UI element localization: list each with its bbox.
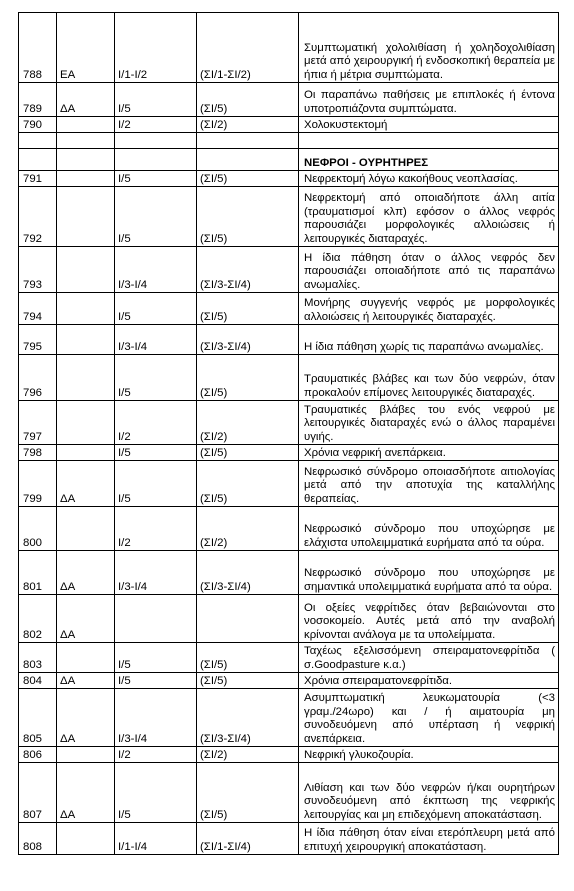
row-number: 804 [19,673,57,689]
row-number: 806 [19,747,57,763]
table-row [19,171,559,187]
category-code [57,355,115,401]
category-code [57,187,115,247]
degree: Ι/1-Ι/2 [115,13,197,83]
row-number: 792 [19,187,57,247]
row-number: 790 [19,117,57,133]
degree-alt [197,149,299,171]
degree-alt [197,595,299,643]
degree: Ι/3-Ι/4 [115,689,197,747]
table-row [19,149,559,171]
table-body [19,13,559,855]
category-code: ΔΑ [57,689,115,747]
degree-alt: (ΣΙ/5) [197,763,299,823]
category-code [57,293,115,325]
row-number: 805 [19,689,57,747]
category-code: ΔΑ [57,673,115,689]
degree-alt: (ΣΙ/3-ΣΙ/4) [197,325,299,355]
category-code [57,401,115,445]
table-row [19,83,559,117]
degree: Ι/5 [115,293,197,325]
description: Οι οξείες νεφρίτιδες όταν βεβαιώνονται στο νοσοκομείο. Αυτές μετά από την αναβολή κρίνονται ανάλογα με τα υπολείμματα. [299,595,559,643]
description: Νεφρεκτομή λόγω κακοήθους νεοπλασίας. [299,171,559,187]
category-code [57,507,115,551]
degree: Ι/5 [115,445,197,461]
row-number: 791 [19,171,57,187]
table-row [19,133,559,149]
degree-alt: (ΣΙ/5) [197,461,299,507]
table-row [19,507,559,551]
description: Μονήρης συγγενής νεφρός με μορφολογικές αλλοιώσεις ή λειτουργικές διαταραχές. [299,293,559,325]
degree: Ι/5 [115,83,197,117]
description: Η ίδια πάθηση όταν ο άλλος νεφρός δεν παρουσιάζει οποιαδήποτε από τις παραπάνω ανωμαλίες. [299,247,559,293]
row-number [19,149,57,171]
degree [115,595,197,643]
degree: Ι/1-Ι/4 [115,823,197,855]
description: Λιθίαση και των δύο νεφρών ή/και ουρητήρων συνοδευόμενη από έκπτωση της νεφρικής λειτουργίας και μη επιδεχόμενη αποκατάσταση. [299,763,559,823]
degree-alt: (ΣΙ/2) [197,401,299,445]
category-code [57,643,115,673]
row-number: 798 [19,445,57,461]
degree: Ι/5 [115,673,197,689]
table-row [19,689,559,747]
category-code: ΕΑ [57,13,115,83]
degree: Ι/5 [115,461,197,507]
row-number: 796 [19,355,57,401]
row-number: 794 [19,293,57,325]
degree-alt: (ΣΙ/2) [197,117,299,133]
category-code [57,747,115,763]
degree: Ι/3-Ι/4 [115,247,197,293]
table-row [19,355,559,401]
degree: Ι/5 [115,187,197,247]
degree-alt: (ΣΙ/3-ΣΙ/4) [197,551,299,595]
table-row [19,673,559,689]
row-number: 807 [19,763,57,823]
category-code [57,247,115,293]
description: Τραυματικές βλάβες και των δύο νεφρών, όταν προκαλούν επίμονες λειτουργικές διαταραχές. [299,355,559,401]
degree: Ι/2 [115,117,197,133]
table-row [19,823,559,855]
row-number: 793 [19,247,57,293]
table-row [19,551,559,595]
category-code [57,149,115,171]
table-row [19,247,559,293]
table-row [19,187,559,247]
category-code [57,445,115,461]
category-code [57,823,115,855]
description: Οι παραπάνω παθήσεις με επιπλοκές ή έντονα υποτροπιάζοντα συμπτώματα. [299,83,559,117]
table-row [19,13,559,83]
table-row [19,643,559,673]
description: Νεφρωσικό σύνδρομο που υποχώρησε με σημαντικά υπολειμματικά ευρήματα από τα ούρα. [299,551,559,595]
table-row [19,763,559,823]
description: Η ίδια πάθηση όταν είναι ετερόπλευρη μετά από επιτυχή χειρουργική αποκατάσταση. [299,823,559,855]
table-row [19,325,559,355]
table-row [19,293,559,325]
description: Χρόνια νεφρική ανεπάρκεια. [299,445,559,461]
table-row [19,461,559,507]
description: Νεφρική γλυκοζουρία. [299,747,559,763]
degree-alt: (ΣΙ/1-ΣΙ/4) [197,823,299,855]
row-number: 803 [19,643,57,673]
category-code [57,133,115,149]
degree: Ι/5 [115,643,197,673]
description: Νεφρωσικό σύνδρομο οποιασδήποτε αιτιολογίας μετά από την αποτυχία της καταλλήλης θεραπείας. [299,461,559,507]
row-number: 799 [19,461,57,507]
degree-alt: (ΣΙ/3-ΣΙ/4) [197,247,299,293]
row-number: 788 [19,13,57,83]
row-number: 797 [19,401,57,445]
degree-alt: (ΣΙ/5) [197,187,299,247]
degree: Ι/2 [115,747,197,763]
degree: Ι/5 [115,171,197,187]
category-code [57,325,115,355]
category-code: ΔΑ [57,461,115,507]
category-code [57,171,115,187]
row-number: 789 [19,83,57,117]
table-row [19,445,559,461]
degree [115,133,197,149]
degree-alt: (ΣΙ/5) [197,673,299,689]
row-number: 795 [19,325,57,355]
category-code: ΔΑ [57,595,115,643]
row-number: 802 [19,595,57,643]
row-number [19,133,57,149]
degree-alt [197,133,299,149]
row-number: 800 [19,507,57,551]
category-code: ΔΑ [57,763,115,823]
description: Χολοκυστεκτομή [299,117,559,133]
table-row [19,401,559,445]
degree: Ι/5 [115,763,197,823]
degree: Ι/2 [115,507,197,551]
description: Νεφρωσικό σύνδρομο που υποχώρησε με ελάχιστα υπολειμματικά ευρήματα από τα ούρα. [299,507,559,551]
description: Ταχέως εξελισσόμενη σπειραματονεφρίτιδα ( σ.Goodpasture κ.α.) [299,643,559,673]
category-code: ΔΑ [57,83,115,117]
description [299,133,559,149]
degree-alt: (ΣΙ/2) [197,747,299,763]
description: Ασυμπτωματική λευκωματουρία (<3 γραμ./24ωρο) και / ή αιματουρία μη συνοδευόμενη από υπέρταση ή νεφρική ανεπάρκεια. [299,689,559,747]
description: ΝΕΦΡΟΙ - ΟΥΡΗΤΗΡΕΣ [299,149,559,171]
degree: Ι/2 [115,401,197,445]
table-row [19,595,559,643]
degree-alt: (ΣΙ/5) [197,83,299,117]
degree-alt: (ΣΙ/3-ΣΙ/4) [197,689,299,747]
degree [115,149,197,171]
degree-alt: (ΣΙ/5) [197,355,299,401]
description: Χρόνια σπειραματονεφρίτιδα. [299,673,559,689]
degree-alt: (ΣΙ/1-ΣΙ/2) [197,13,299,83]
degree-alt: (ΣΙ/5) [197,643,299,673]
description: Συμπτωματική χολολιθίαση ή χοληδοχολιθίαση μετά από χειρουργική ή ενδοσκοπική θεραπεία με ήπια ή μέτρια συμπτώματα. [299,13,559,83]
disability-table [18,12,559,855]
degree-alt: (ΣΙ/5) [197,445,299,461]
category-code [57,117,115,133]
category-code: ΔΑ [57,551,115,595]
description: Τραυματικές βλάβες του ενός νεφρού με λειτουργικές διαταραχές ενώ ο άλλος παραμένει υγιής. [299,401,559,445]
degree: Ι/3-Ι/4 [115,325,197,355]
table-row [19,117,559,133]
degree-alt: (ΣΙ/5) [197,293,299,325]
degree-alt: (ΣΙ/2) [197,507,299,551]
description: Νεφρεκτομή από οποιαδήποτε άλλη αιτία (τραυματισμοί κλπ) εφόσον ο άλλος νεφρός παρουσιάζει μορφολογικές αλλοιώσεις ή λειτουργικές διαταραχές. [299,187,559,247]
row-number: 801 [19,551,57,595]
description: Η ίδια πάθηση χωρίς τις παραπάνω ανωμαλίες. [299,325,559,355]
table-row [19,747,559,763]
degree-alt: (ΣΙ/5) [197,171,299,187]
row-number: 808 [19,823,57,855]
degree: Ι/3-Ι/4 [115,551,197,595]
degree: Ι/5 [115,355,197,401]
